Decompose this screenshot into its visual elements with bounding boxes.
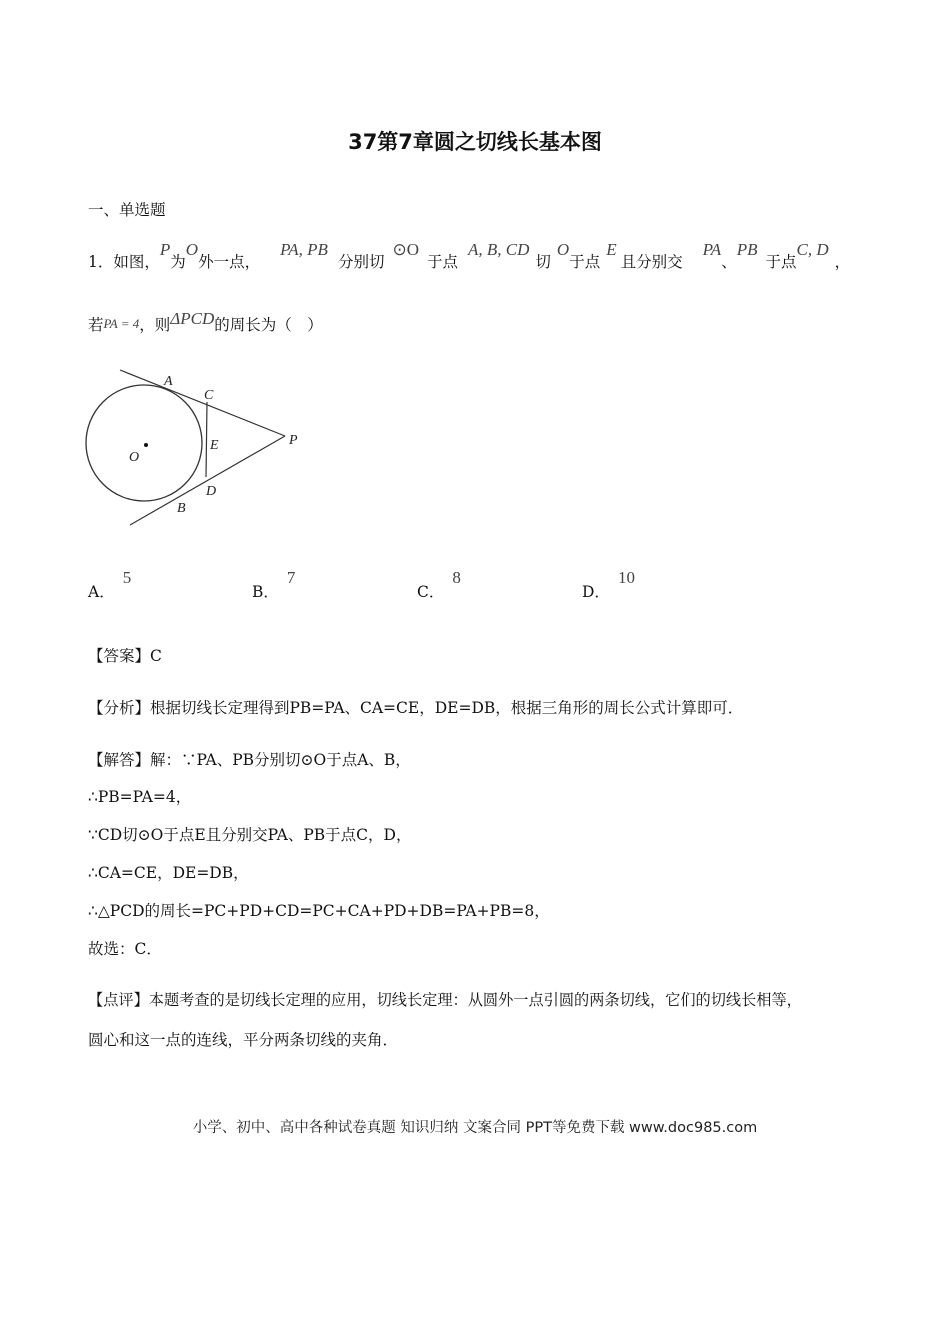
- center-dot: [144, 443, 148, 447]
- tangent-figure: [80, 365, 320, 530]
- comment-line: 【点评】本题考查的是切线长定理的应用，切线长定理：从圆外一点引圆的两条切线，它们的切线长相等，: [88, 991, 802, 1009]
- tangent-line-cd: [206, 402, 207, 477]
- section-heading: 一、单选题: [88, 201, 166, 219]
- question-line-2: [88, 309, 323, 335]
- page-title: 37第7章圆之切线长基本图: [348, 130, 602, 154]
- option-value: 7: [286, 568, 296, 587]
- math-e: E: [606, 240, 617, 259]
- math-pb: PB: [736, 240, 758, 259]
- tangent-line-pb: [130, 436, 285, 525]
- question-text: ，则: [139, 316, 171, 334]
- math-abcd: A, B, CD: [468, 240, 530, 259]
- option-letter: A．: [88, 583, 115, 601]
- label-p: P: [289, 433, 298, 448]
- question-text: 外一点，: [198, 253, 261, 271]
- question-text: 的周长为（ ）: [214, 316, 323, 334]
- option-letter: C．: [417, 583, 445, 601]
- math-pa-eq-4: PA = 4: [103, 316, 140, 331]
- label-o: O: [129, 450, 140, 465]
- solution-line: 【解答】解：∵PA、PB分别切⊙O于点A、B，: [88, 751, 411, 769]
- option-value: 10: [617, 568, 635, 587]
- question-number: 1．如图，: [88, 253, 160, 271]
- footer: 小学、初中、高中各种试卷真题 知识归纳 文案合同 PPT等免费下载 www.doc985.com: [192, 1120, 758, 1136]
- math-o: O: [185, 240, 199, 259]
- option-c: [417, 568, 461, 602]
- solution-line: ∴△PCD的周长=PC+PD+CD=PC+CA+PD+DB=PA+PB=8，: [88, 902, 550, 920]
- question-text: 、: [721, 253, 737, 271]
- question-text: 为: [170, 253, 186, 271]
- solution-line: 故选：C．: [88, 940, 162, 958]
- math-pa-pb: PA, PB: [280, 240, 328, 259]
- label-b: B: [177, 501, 186, 516]
- solution-line: ∴PB=PA=4，: [88, 788, 192, 806]
- question-text: 于点: [426, 253, 458, 271]
- question-text: 且分别交: [620, 253, 683, 271]
- option-letter: B．: [252, 583, 279, 601]
- math-circle-o: ⊙O: [392, 240, 419, 259]
- label-a: A: [164, 374, 173, 389]
- question-text: 分别切: [337, 253, 385, 271]
- option-a: [88, 568, 132, 602]
- solution-line: ∴CA=CE，DE=DB，: [88, 864, 249, 882]
- option-d: [582, 568, 635, 602]
- option-b: [252, 568, 296, 602]
- label-c: C: [204, 388, 214, 403]
- question-text: ，: [834, 253, 851, 271]
- option-letter: D．: [582, 583, 610, 601]
- label-d: D: [206, 484, 217, 499]
- analysis: 【分析】根据切线长定理得到PB=PA、CA=CE，DE=DB，根据三角形的周长公式计算即可．: [88, 699, 744, 717]
- question-line-1: [88, 240, 851, 272]
- question-text: 切: [535, 253, 551, 271]
- question-text: 若: [88, 316, 104, 334]
- question-text: 于点: [569, 253, 601, 271]
- math-o-2: O: [556, 240, 570, 259]
- math-p: P: [159, 240, 171, 259]
- math-pa: PA: [702, 240, 722, 259]
- math-triangle-pcd: ΔPCD: [170, 309, 215, 328]
- tangent-line-pa: [120, 370, 285, 436]
- option-value: 8: [452, 568, 461, 587]
- circle-o: [86, 385, 202, 501]
- comment-line: 圆心和这一点的连线，平分两条切线的夹角．: [88, 1031, 399, 1049]
- label-e: E: [210, 438, 219, 453]
- question-text: 于点: [765, 253, 797, 271]
- solution-line: ∵CD切⊙O于点E且分别交PA、PB于点C，D，: [88, 826, 412, 844]
- answer: 【答案】C: [88, 647, 162, 665]
- option-value: 5: [122, 568, 132, 587]
- math-c-d: C, D: [796, 240, 829, 259]
